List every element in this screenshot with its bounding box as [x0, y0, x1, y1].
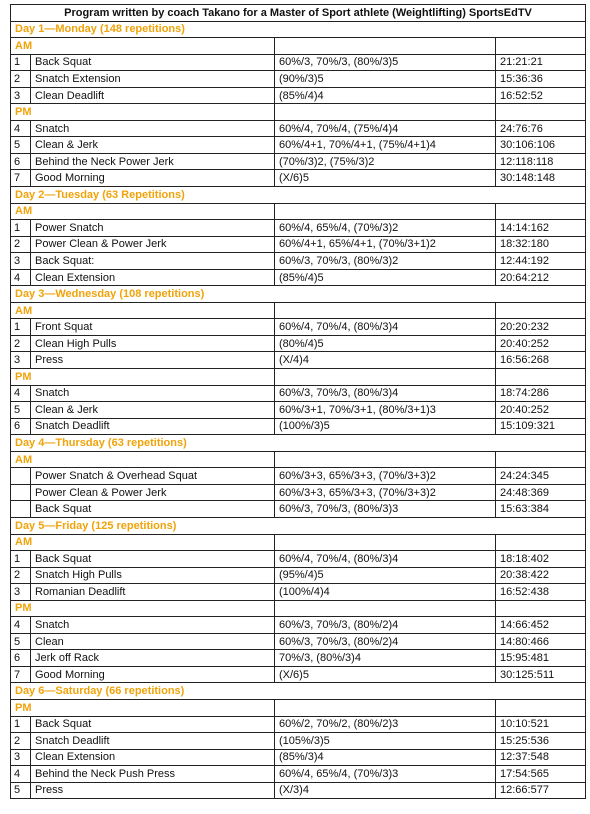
empty-cell	[275, 534, 496, 551]
empty-cell	[275, 600, 496, 617]
exercise-prescription: (X/4)4	[275, 352, 496, 369]
day-header-row	[11, 683, 586, 700]
exercise-number: 2	[11, 733, 31, 750]
exercise-number: 4	[11, 269, 31, 286]
exercise-row	[11, 418, 586, 435]
exercise-number: 3	[11, 352, 31, 369]
exercise-prescription: 60%/3, 70%/3, (80%/3)4	[275, 385, 496, 402]
session-label: AM	[11, 38, 275, 55]
empty-cell	[496, 369, 586, 386]
exercise-number: 2	[11, 335, 31, 352]
session-row	[11, 38, 586, 55]
exercise-prescription: 60%/4+1, 70%/4+1, (75%/4+1)4	[275, 137, 496, 154]
exercise-row	[11, 385, 586, 402]
exercise-prescription: 60%/3, 70%/3, (80%/2)4	[275, 633, 496, 650]
exercise-load: 12:118:118	[496, 153, 586, 170]
exercise-load: 18:32:180	[496, 236, 586, 253]
exercise-name: Press	[31, 352, 275, 369]
exercise-name: Power Snatch	[31, 220, 275, 237]
empty-cell	[496, 302, 586, 319]
exercise-name: Clean Extension	[31, 269, 275, 286]
exercise-row	[11, 716, 586, 733]
session-label: PM	[11, 600, 275, 617]
exercise-name: Press	[31, 782, 275, 799]
session-row	[11, 451, 586, 468]
exercise-prescription: (85%/3)4	[275, 749, 496, 766]
exercise-row	[11, 170, 586, 187]
exercise-name: Behind the Neck Push Press	[31, 766, 275, 783]
empty-cell	[275, 302, 496, 319]
empty-cell	[275, 38, 496, 55]
exercise-load: 12:44:192	[496, 253, 586, 270]
exercise-load: 14:80:466	[496, 633, 586, 650]
session-label: PM	[11, 369, 275, 386]
exercise-number: 1	[11, 551, 31, 568]
empty-cell	[496, 600, 586, 617]
title-row	[11, 5, 586, 22]
session-row	[11, 699, 586, 716]
exercise-name: Power Clean & Power Jerk	[31, 236, 275, 253]
exercise-name: Clean Extension	[31, 749, 275, 766]
exercise-prescription: (105%/3)5	[275, 733, 496, 750]
exercise-number: 1	[11, 220, 31, 237]
exercise-row	[11, 749, 586, 766]
session-label: PM	[11, 699, 275, 716]
empty-cell	[496, 451, 586, 468]
exercise-prescription: 60%/4, 70%/4, (80%/3)4	[275, 319, 496, 336]
exercise-row	[11, 220, 586, 237]
exercise-name: Snatch	[31, 617, 275, 634]
session-label: AM	[11, 534, 275, 551]
exercise-number: 4	[11, 120, 31, 137]
exercise-name: Snatch Deadlift	[31, 733, 275, 750]
day-header-row	[11, 517, 586, 534]
exercise-number: 2	[11, 71, 31, 88]
exercise-number: 4	[11, 766, 31, 783]
exercise-prescription: (X/6)5	[275, 170, 496, 187]
exercise-load: 20:40:252	[496, 402, 586, 419]
exercise-row	[11, 335, 586, 352]
exercise-name: Back Squat	[31, 54, 275, 71]
exercise-prescription: (X/6)5	[275, 666, 496, 683]
exercise-prescription: 60%/3+1, 70%/3+1, (80%/3+1)3	[275, 402, 496, 419]
session-row	[11, 369, 586, 386]
session-label: AM	[11, 451, 275, 468]
exercise-name: Clean	[31, 633, 275, 650]
exercise-name: Snatch Deadlift	[31, 418, 275, 435]
exercise-name: Power Snatch & Overhead Squat	[31, 468, 275, 485]
exercise-number: 3	[11, 584, 31, 601]
exercise-name: Back Squat:	[31, 253, 275, 270]
day-label: Day 3—Wednesday (108 repetitions)	[11, 286, 586, 303]
exercise-load: 12:66:577	[496, 782, 586, 799]
exercise-name: Clean & Jerk	[31, 137, 275, 154]
exercise-row	[11, 501, 586, 518]
exercise-load: 15:109:321	[496, 418, 586, 435]
session-label: AM	[11, 203, 275, 220]
exercise-load: 30:125:511	[496, 666, 586, 683]
exercise-prescription: 60%/3+3, 65%/3+3, (70%/3+3)2	[275, 484, 496, 501]
exercise-number: 1	[11, 54, 31, 71]
session-row	[11, 104, 586, 121]
exercise-number: 1	[11, 716, 31, 733]
exercise-prescription: 60%/4, 70%/4, (80%/3)4	[275, 551, 496, 568]
exercise-load: 20:20:232	[496, 319, 586, 336]
exercise-row	[11, 766, 586, 783]
exercise-load: 30:148:148	[496, 170, 586, 187]
exercise-row	[11, 137, 586, 154]
exercise-name: Behind the Neck Power Jerk	[31, 153, 275, 170]
exercise-number: 7	[11, 170, 31, 187]
program-table	[10, 4, 586, 799]
exercise-name: Snatch Extension	[31, 71, 275, 88]
day-label: Day 6—Saturday (66 repetitions)	[11, 683, 586, 700]
exercise-number: 6	[11, 153, 31, 170]
day-header-row	[11, 21, 586, 38]
exercise-prescription: 60%/4, 70%/4, (75%/4)4	[275, 120, 496, 137]
exercise-prescription: (100%/4)4	[275, 584, 496, 601]
exercise-row	[11, 733, 586, 750]
exercise-prescription: 60%/4+1, 65%/4+1, (70%/3+1)2	[275, 236, 496, 253]
exercise-number: 5	[11, 137, 31, 154]
exercise-prescription: (90%/3)5	[275, 71, 496, 88]
exercise-load: 16:56:268	[496, 352, 586, 369]
exercise-row	[11, 484, 586, 501]
session-row	[11, 600, 586, 617]
session-label: PM	[11, 104, 275, 121]
exercise-number	[11, 468, 31, 485]
exercise-number: 3	[11, 253, 31, 270]
exercise-row	[11, 617, 586, 634]
exercise-prescription: 60%/3, 70%/3, (80%/3)2	[275, 253, 496, 270]
exercise-load: 18:74:286	[496, 385, 586, 402]
exercise-row	[11, 402, 586, 419]
exercise-row	[11, 584, 586, 601]
exercise-number: 5	[11, 402, 31, 419]
day-label: Day 1—Monday (148 repetitions)	[11, 21, 586, 38]
exercise-prescription: (X/3)4	[275, 782, 496, 799]
exercise-row	[11, 567, 586, 584]
exercise-name: Clean Deadlift	[31, 87, 275, 104]
exercise-load: 18:18:402	[496, 551, 586, 568]
session-row	[11, 534, 586, 551]
exercise-load: 20:40:252	[496, 335, 586, 352]
exercise-row	[11, 551, 586, 568]
exercise-prescription: (100%/3)5	[275, 418, 496, 435]
session-row	[11, 302, 586, 319]
exercise-prescription: 60%/4, 65%/4, (70%/3)2	[275, 220, 496, 237]
exercise-prescription: (70%/3)2, (75%/3)2	[275, 153, 496, 170]
exercise-row	[11, 236, 586, 253]
exercise-load: 16:52:438	[496, 584, 586, 601]
exercise-number: 1	[11, 319, 31, 336]
empty-cell	[275, 451, 496, 468]
exercise-name: Front Squat	[31, 319, 275, 336]
exercise-name: Snatch	[31, 120, 275, 137]
exercise-number: 2	[11, 567, 31, 584]
empty-cell	[275, 104, 496, 121]
exercise-prescription: (95%/4)5	[275, 567, 496, 584]
exercise-name: Clean & Jerk	[31, 402, 275, 419]
exercise-row	[11, 253, 586, 270]
exercise-prescription: (85%/4)4	[275, 87, 496, 104]
exercise-name: Power Clean & Power Jerk	[31, 484, 275, 501]
empty-cell	[496, 38, 586, 55]
exercise-load: 14:66:452	[496, 617, 586, 634]
exercise-number: 6	[11, 650, 31, 667]
exercise-name: Snatch	[31, 385, 275, 402]
exercise-name: Good Morning	[31, 666, 275, 683]
exercise-row	[11, 87, 586, 104]
exercise-prescription: 60%/3, 70%/3, (80%/2)4	[275, 617, 496, 634]
empty-cell	[496, 203, 586, 220]
exercise-load: 24:24:345	[496, 468, 586, 485]
exercise-load: 10:10:521	[496, 716, 586, 733]
exercise-load: 12:37:548	[496, 749, 586, 766]
exercise-name: Romanian Deadlift	[31, 584, 275, 601]
exercise-row	[11, 54, 586, 71]
exercise-number: 7	[11, 666, 31, 683]
exercise-number: 5	[11, 633, 31, 650]
exercise-number: 2	[11, 236, 31, 253]
exercise-prescription: 60%/3, 70%/3, (80%/3)3	[275, 501, 496, 518]
empty-cell	[275, 699, 496, 716]
exercise-name: Back Squat	[31, 501, 275, 518]
exercise-name: Snatch High Pulls	[31, 567, 275, 584]
exercise-number: 4	[11, 617, 31, 634]
exercise-name: Clean High Pulls	[31, 335, 275, 352]
exercise-load: 15:95:481	[496, 650, 586, 667]
day-label: Day 4—Thursday (63 repetitions)	[11, 435, 586, 452]
exercise-row	[11, 120, 586, 137]
empty-cell	[275, 369, 496, 386]
exercise-number	[11, 501, 31, 518]
exercise-load: 17:54:565	[496, 766, 586, 783]
exercise-prescription: (80%/4)5	[275, 335, 496, 352]
exercise-row	[11, 666, 586, 683]
exercise-name: Back Squat	[31, 716, 275, 733]
exercise-row	[11, 71, 586, 88]
exercise-row	[11, 319, 586, 336]
exercise-row	[11, 468, 586, 485]
exercise-number: 3	[11, 87, 31, 104]
session-label: AM	[11, 302, 275, 319]
exercise-load: 21:21:21	[496, 54, 586, 71]
exercise-load: 20:64:212	[496, 269, 586, 286]
empty-cell	[275, 203, 496, 220]
exercise-load: 30:106:106	[496, 137, 586, 154]
exercise-row	[11, 650, 586, 667]
exercise-load: 15:36:36	[496, 71, 586, 88]
exercise-row	[11, 633, 586, 650]
exercise-row	[11, 153, 586, 170]
exercise-prescription: 60%/3+3, 65%/3+3, (70%/3+3)2	[275, 468, 496, 485]
empty-cell	[496, 699, 586, 716]
day-header-row	[11, 286, 586, 303]
day-label: Day 5—Friday (125 repetitions)	[11, 517, 586, 534]
program-table-body	[11, 5, 586, 799]
session-row	[11, 203, 586, 220]
day-header-row	[11, 435, 586, 452]
exercise-number	[11, 484, 31, 501]
exercise-prescription: 60%/2, 70%/2, (80%/2)3	[275, 716, 496, 733]
exercise-name: Good Morning	[31, 170, 275, 187]
exercise-load: 20:38:422	[496, 567, 586, 584]
exercise-prescription: 70%/3, (80%/3)4	[275, 650, 496, 667]
empty-cell	[496, 534, 586, 551]
exercise-load: 15:63:384	[496, 501, 586, 518]
exercise-load: 16:52:52	[496, 87, 586, 104]
exercise-number: 5	[11, 782, 31, 799]
exercise-row	[11, 352, 586, 369]
page-title: Program written by coach Takano for a Master of Sport athlete (Weightlifting) SportsEdTV	[11, 5, 586, 22]
exercise-load: 15:25:536	[496, 733, 586, 750]
exercise-row	[11, 782, 586, 799]
exercise-number: 3	[11, 749, 31, 766]
day-label: Day 2—Tuesday (63 Repetitions)	[11, 187, 586, 204]
exercise-load: 14:14:162	[496, 220, 586, 237]
exercise-prescription: 60%/3, 70%/3, (80%/3)5	[275, 54, 496, 71]
day-header-row	[11, 187, 586, 204]
exercise-prescription: 60%/4, 65%/4, (70%/3)3	[275, 766, 496, 783]
exercise-load: 24:48:369	[496, 484, 586, 501]
exercise-number: 4	[11, 385, 31, 402]
exercise-name: Jerk off Rack	[31, 650, 275, 667]
exercise-name: Back Squat	[31, 551, 275, 568]
empty-cell	[496, 104, 586, 121]
exercise-load: 24:76:76	[496, 120, 586, 137]
exercise-row	[11, 269, 586, 286]
exercise-number: 6	[11, 418, 31, 435]
exercise-prescription: (85%/4)5	[275, 269, 496, 286]
